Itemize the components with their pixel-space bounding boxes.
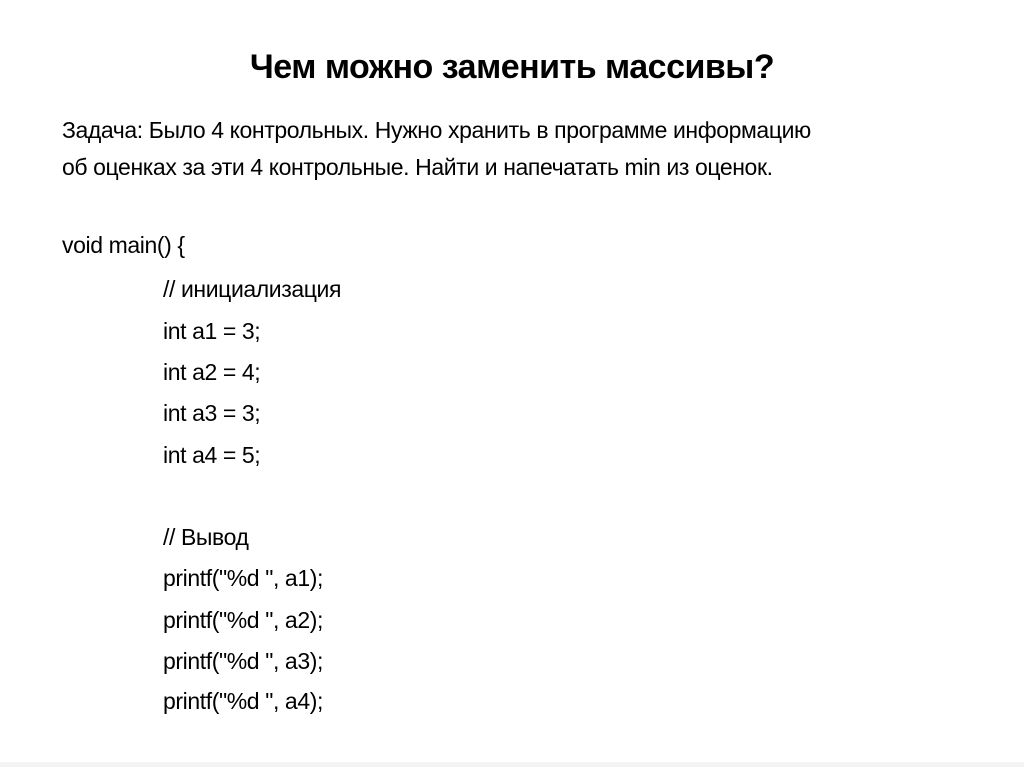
code-function-header: void main() { (62, 232, 185, 258)
code-line: int a2 = 4; (163, 359, 261, 385)
code-line: printf("%d ", a3); (163, 648, 323, 674)
code-line: int a4 = 5; (163, 442, 261, 468)
code-line: printf("%d ", a1); (163, 565, 323, 591)
code-line: printf("%d ", a2); (163, 607, 323, 633)
task-text-line-1: Задача: Было 4 контрольных. Нужно хранить в программе информацию (62, 117, 811, 143)
code-line: int a1 = 3; (163, 318, 261, 344)
code-comment-init: // инициализация (163, 276, 342, 302)
slide-title: Чем можно заменить массивы? (249, 48, 775, 86)
slide-bottom-edge (0, 762, 1024, 767)
task-text-line-2: об оценках за эти 4 контрольные. Найти и напечатать min из оценок. (62, 154, 773, 180)
code-line: int a3 = 3; (163, 400, 261, 426)
code-comment-output: // Вывод (163, 524, 249, 550)
code-line: printf("%d ", a4); (163, 688, 323, 714)
